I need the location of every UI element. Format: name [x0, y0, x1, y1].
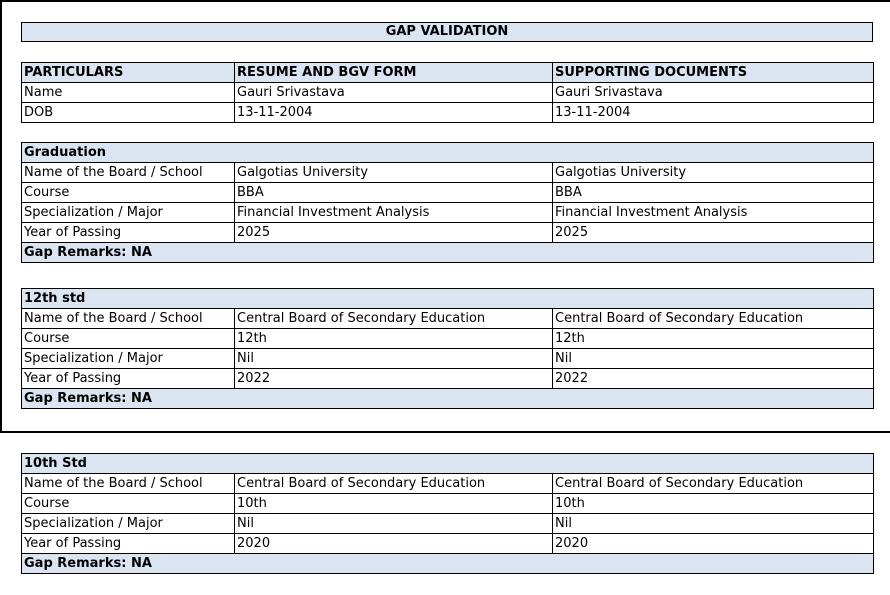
row-label: Year of Passing — [22, 223, 235, 243]
resume-value: 10th — [235, 494, 553, 514]
resume-value: 2020 — [235, 534, 553, 554]
document-value: Central Board of Secondary Education — [553, 474, 874, 494]
particulars-table — [21, 62, 874, 123]
header-resume-bgv: RESUME AND BGV FORM — [235, 63, 553, 83]
resume-value: Financial Investment Analysis — [235, 203, 553, 223]
table-row — [22, 514, 874, 534]
table-row — [22, 369, 874, 389]
document-value: 12th — [553, 329, 874, 349]
table-row — [22, 309, 874, 329]
resume-value: 12th — [235, 329, 553, 349]
resume-value: 2025 — [235, 223, 553, 243]
sheet-left-border — [0, 0, 2, 432]
section-heading-row — [22, 454, 874, 474]
table-row — [22, 349, 874, 369]
table-row — [22, 534, 874, 554]
document-value: BBA — [553, 183, 874, 203]
table-header-row — [22, 63, 874, 83]
table-row — [22, 163, 874, 183]
remarks-row — [22, 389, 874, 409]
row-label: Name — [22, 83, 235, 103]
row-label: Course — [22, 329, 235, 349]
table-row — [22, 329, 874, 349]
table-row — [22, 103, 874, 123]
resume-value: Nil — [235, 349, 553, 369]
section-heading: 12th std — [22, 289, 874, 309]
resume-value: Central Board of Secondary Education — [235, 474, 553, 494]
row-label: Name of the Board / School — [22, 163, 235, 183]
page-title: GAP VALIDATION — [21, 22, 873, 42]
resume-value: Galgotias University — [235, 163, 553, 183]
section-heading: 10th Std — [22, 454, 874, 474]
row-label: Course — [22, 183, 235, 203]
row-label: Specialization / Major — [22, 514, 235, 534]
document-value: Central Board of Secondary Education — [553, 309, 874, 329]
resume-value: Nil — [235, 514, 553, 534]
row-label: Course — [22, 494, 235, 514]
row-label: Name of the Board / School — [22, 474, 235, 494]
table-row — [22, 494, 874, 514]
section-heading-row — [22, 289, 874, 309]
resume-value: 13-11-2004 — [235, 103, 553, 123]
row-label: DOB — [22, 103, 235, 123]
remarks-row — [22, 554, 874, 574]
sheet-top-border — [0, 0, 890, 2]
document-value: 13-11-2004 — [553, 103, 874, 123]
table-row — [22, 474, 874, 494]
document-value: 2022 — [553, 369, 874, 389]
document-value: Gauri Srivastava — [553, 83, 874, 103]
section-heading: Graduation — [22, 143, 874, 163]
gap-remarks: Gap Remarks: NA — [22, 243, 874, 263]
document-value: 10th — [553, 494, 874, 514]
row-label: Year of Passing — [22, 534, 235, 554]
document-value: 2020 — [553, 534, 874, 554]
row-label: Year of Passing — [22, 369, 235, 389]
page-break-line — [0, 431, 890, 433]
resume-value: Central Board of Secondary Education — [235, 309, 553, 329]
tenth-std-table — [21, 453, 874, 574]
document-value: Financial Investment Analysis — [553, 203, 874, 223]
gap-remarks: Gap Remarks: NA — [22, 389, 874, 409]
document-value: Nil — [553, 349, 874, 369]
twelfth-std-table — [21, 288, 874, 409]
document-value: 2025 — [553, 223, 874, 243]
header-supporting-docs: SUPPORTING DOCUMENTS — [553, 63, 874, 83]
document-value: Galgotias University — [553, 163, 874, 183]
header-particulars: PARTICULARS — [22, 63, 235, 83]
document-value: Nil — [553, 514, 874, 534]
table-row — [22, 223, 874, 243]
resume-value: Gauri Srivastava — [235, 83, 553, 103]
row-label: Name of the Board / School — [22, 309, 235, 329]
table-row — [22, 183, 874, 203]
row-label: Specialization / Major — [22, 349, 235, 369]
row-label: Specialization / Major — [22, 203, 235, 223]
remarks-row — [22, 243, 874, 263]
gap-remarks: Gap Remarks: NA — [22, 554, 874, 574]
resume-value: BBA — [235, 183, 553, 203]
section-heading-row — [22, 143, 874, 163]
table-row — [22, 203, 874, 223]
graduation-table — [21, 142, 874, 263]
table-row — [22, 83, 874, 103]
resume-value: 2022 — [235, 369, 553, 389]
